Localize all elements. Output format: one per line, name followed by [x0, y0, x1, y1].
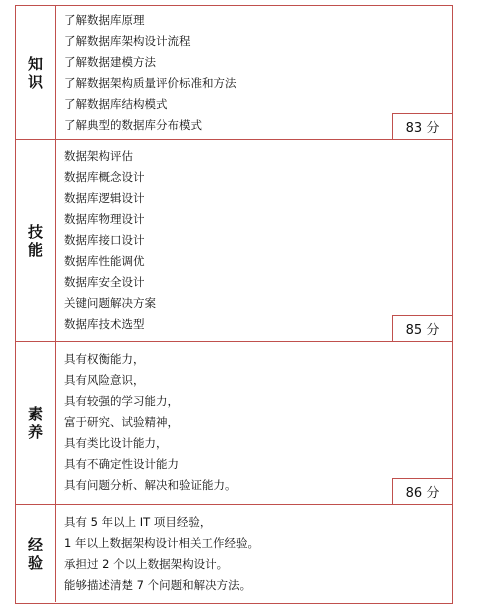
score-cell: 85 分 — [392, 315, 452, 341]
list-item: 具有 5 年以上 IT 项目经验， — [64, 515, 212, 529]
list-item: 数据库性能调优 — [64, 254, 145, 268]
category-label: 素养 — [27, 405, 43, 441]
list-item: 数据库物理设计 — [64, 212, 145, 226]
list-item: 了解数据库原理 — [64, 13, 145, 27]
list-item: 数据库逻辑设计 — [64, 191, 145, 205]
category-label: 技能 — [27, 222, 43, 259]
category-cell — [16, 342, 56, 504]
list-item: 了解典型的数据库分布模式 — [64, 118, 202, 132]
list-item: 数据架构评估 — [64, 149, 133, 163]
item-list — [64, 349, 237, 496]
category-label: 经验 — [27, 535, 43, 572]
list-item: 具有权衡能力， — [64, 352, 145, 366]
score-cell: 83 分 — [392, 113, 452, 139]
list-item: 数据库技术选型 — [64, 317, 145, 331]
item-list — [64, 512, 259, 596]
list-item: 具有风险意识， — [64, 373, 145, 387]
category-cell — [16, 140, 56, 341]
list-item: 数据库概念设计 — [64, 170, 145, 184]
list-item: 承担过 2 个以上数据架构设计。 — [64, 557, 229, 571]
list-item: 具有较强的学习能力， — [64, 394, 179, 408]
section-skills — [16, 140, 452, 342]
category-label: 知识 — [27, 54, 43, 91]
section-experience — [16, 505, 452, 602]
category-cell — [16, 6, 56, 139]
score-cell: 86 分 — [392, 478, 452, 504]
section-qualities — [16, 342, 452, 505]
list-item: 了解数据库结构模式 — [64, 97, 168, 111]
list-item: 具有问题分析、解决和验证能力。 — [64, 478, 237, 492]
list-item: 数据库安全设计 — [64, 275, 145, 289]
list-item: 富于研究、试验精神， — [64, 415, 179, 429]
list-item: 数据库接口设计 — [64, 233, 145, 247]
list-item: 了解数据建模方法 — [64, 55, 156, 69]
list-item: 了解数据库架构设计流程 — [64, 34, 191, 48]
list-item: 具有类比设计能力， — [64, 436, 168, 450]
category-cell — [16, 505, 56, 602]
list-item: 1 年以上数据架构设计相关工作经验。 — [64, 536, 259, 550]
list-item: 具有不确定性设计能力 — [64, 457, 179, 471]
list-item: 关键问题解决方案 — [64, 296, 156, 310]
item-list — [64, 146, 156, 335]
list-item: 能够描述清楚 7 个问题和解决方法。 — [64, 578, 252, 592]
section-knowledge — [16, 6, 452, 140]
list-item: 了解数据架构质量评价标准和方法 — [64, 76, 237, 90]
competency-table — [15, 5, 453, 604]
item-list — [64, 10, 237, 136]
